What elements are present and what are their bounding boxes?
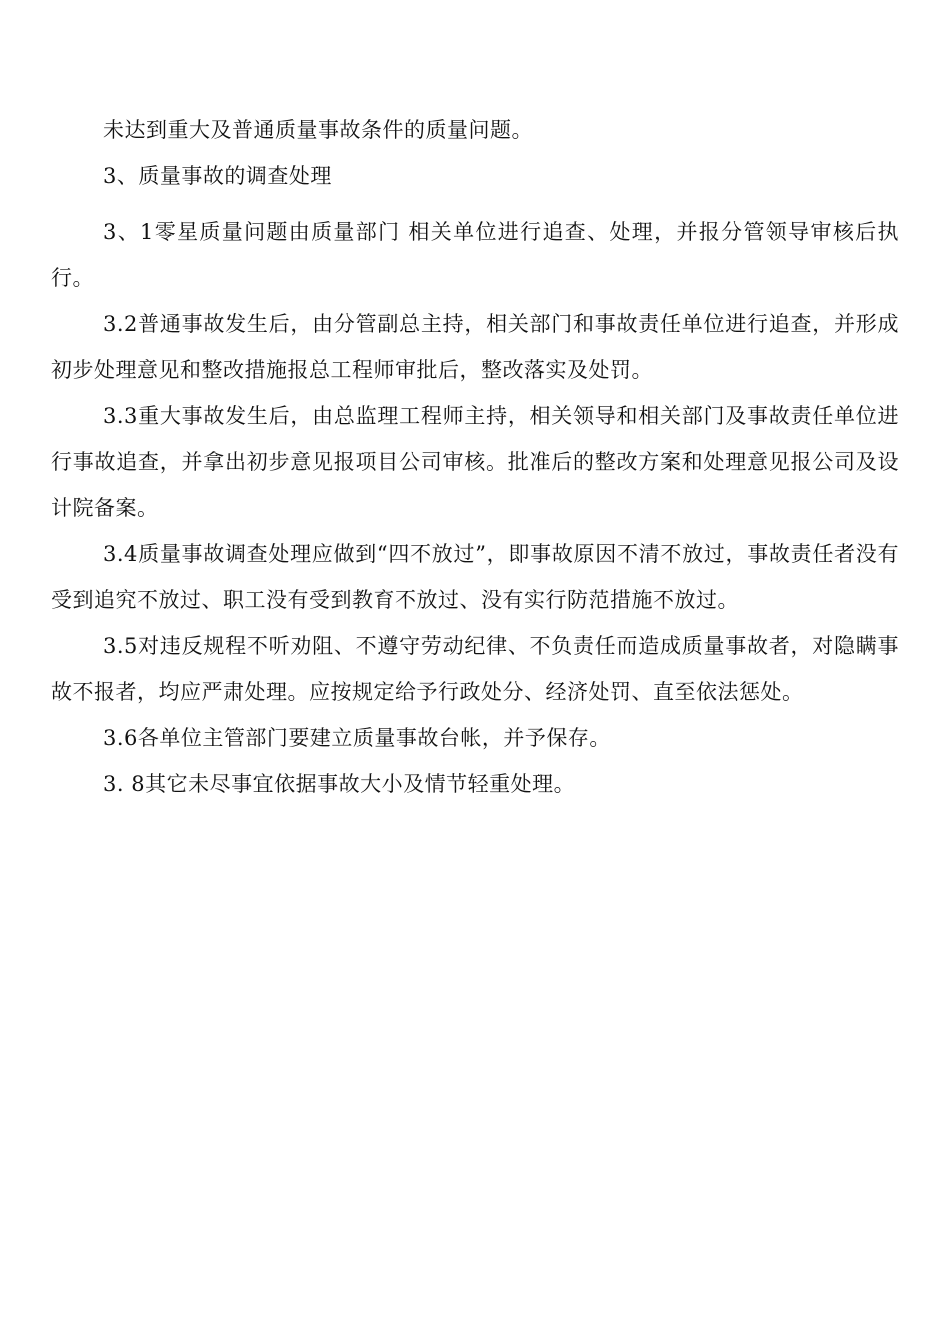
paragraph-intro: 未达到重大及普通质量事故条件的质量问题。 xyxy=(103,118,533,142)
section-heading: 3、质量事故的调查处理 xyxy=(103,164,332,188)
paragraph-3-6: 3.6各单位主管部门要建立质量事故台帐，并予保存。 xyxy=(103,726,611,750)
paragraph-3-5: 3.5对违反规程不听劝阻、不遵守劳动纪律、不负责任而造成质量事故者，对隐瞒事故不报者，均应严肃处理。应按规定给予行政处分、经济处罚、直至依法惩处。 xyxy=(51,634,899,704)
document-body xyxy=(51,107,899,807)
paragraph-3-4: 3.4质量事故调查处理应做到“四不放过”，即事故原因不清不放过，事故责任者没有受到追究不放过、职工没有受到教育不放过、没有实行防范措施不放过。 xyxy=(51,542,899,612)
paragraph-3-2: 3.2普通事故发生后，由分管副总主持，相关部门和事故责任单位进行追查，并形成初步处理意见和整改措施报总工程师审批后，整改落实及处罚。 xyxy=(51,312,899,382)
paragraph-3-8: 3. 8其它未尽事宜依据事故大小及情节轻重处理。 xyxy=(103,772,576,796)
paragraph-3-3: 3.3重大事故发生后，由总监理工程师主持，相关领导和相关部门及事故责任单位进行事故追查，并拿出初步意见报项目公司审核。批准后的整改方案和处理意见报公司及设计院备案。 xyxy=(51,404,899,520)
paragraph-3-1: 3、1零星质量问题由质量部门 相关单位进行追查、处理，并报分管领导审核后执行。 xyxy=(51,220,899,290)
